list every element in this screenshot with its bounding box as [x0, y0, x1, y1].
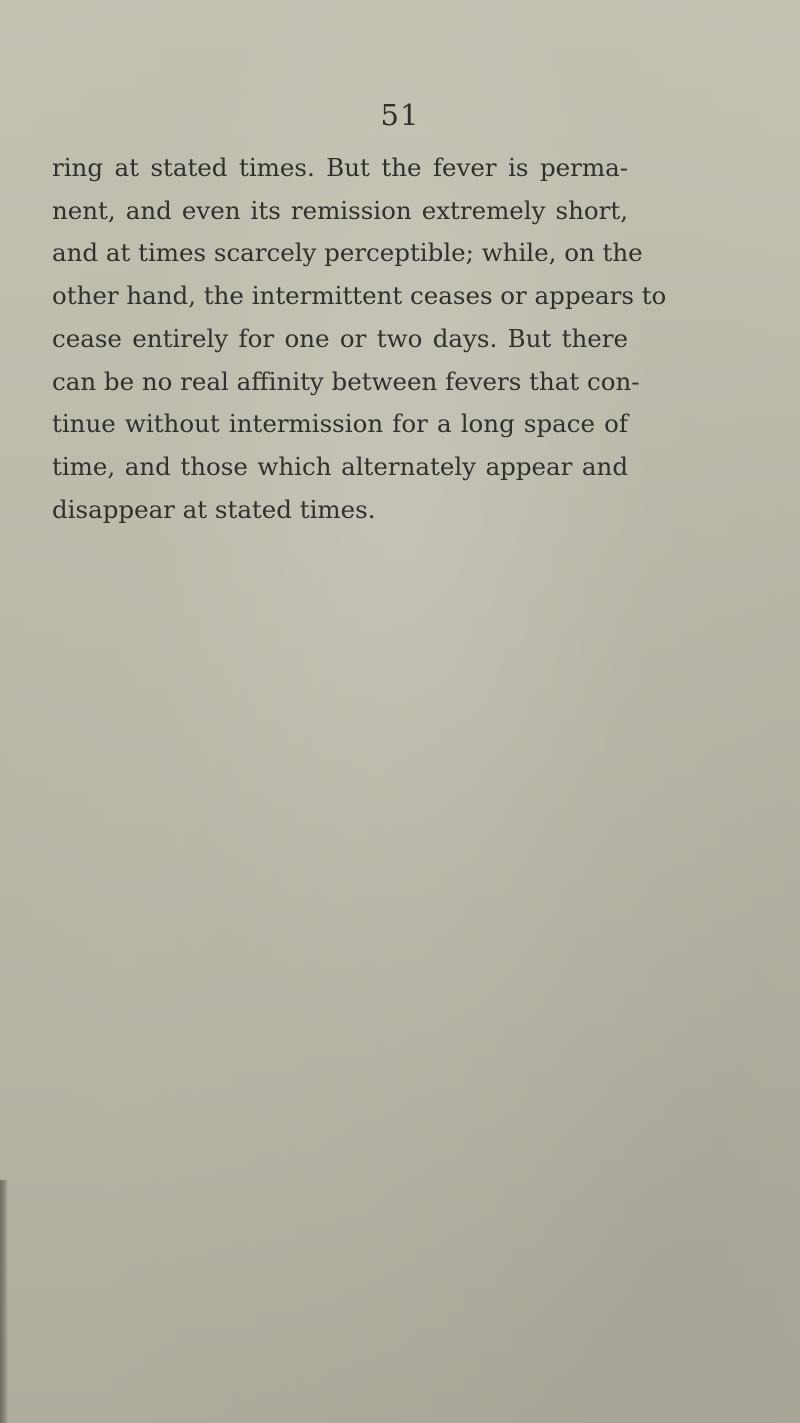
text-line: nent, and even its remission extremely short,: [52, 195, 628, 225]
text-line: tinue without intermission for a long space of: [52, 409, 628, 439]
text-line: can be no real affinity between fevers that con-: [52, 366, 640, 396]
text-line: time, and those which alternately appear and: [52, 451, 628, 481]
text-line: disappear at stated times.: [52, 494, 376, 524]
text-line: and at times scarcely perceptible; while, on the: [52, 238, 643, 268]
text-line: other hand, the intermittent ceases or appears to: [52, 281, 667, 311]
body-paragraph: [52, 147, 667, 531]
page-edge-shadow: [0, 1180, 8, 1423]
page-number: 51: [380, 98, 420, 132]
text-line: cease entirely for one or two days. But there: [52, 323, 628, 353]
text-line: ring at stated times. But the fever is perma-: [52, 153, 628, 182]
